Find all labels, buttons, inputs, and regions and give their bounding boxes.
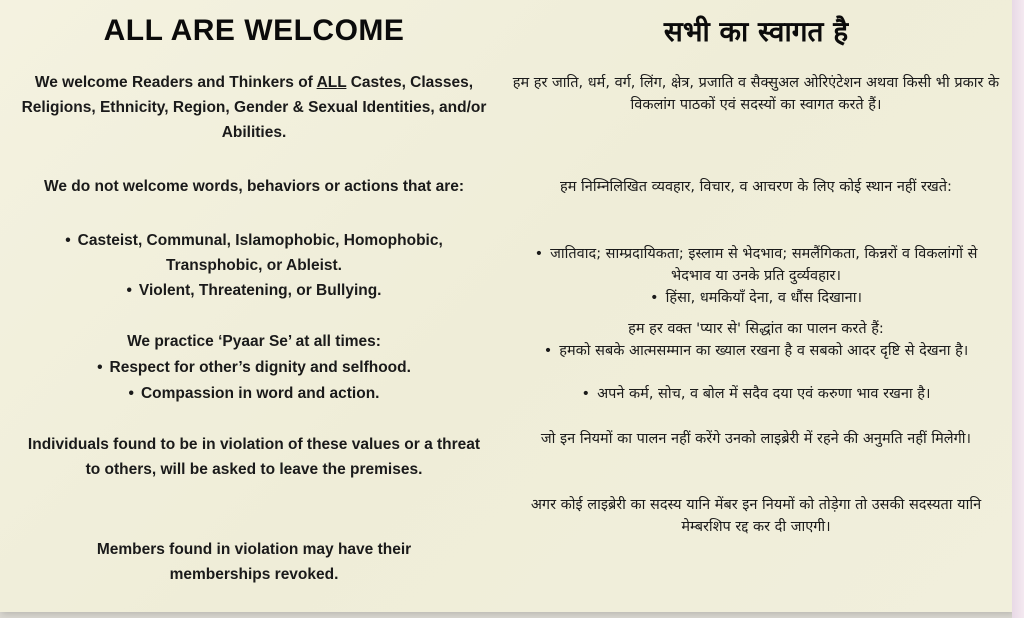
hindi-not-welcome-item: [506, 287, 1006, 309]
english-not-welcome-item: [0, 278, 508, 303]
english-not-welcome-item: [0, 228, 508, 278]
welcome-emphasis: ALL: [316, 74, 347, 91]
hindi-welcome-paragraph: हम हर जाति, धर्म, वर्ग, लिंग, क्षेत्र, प्रजाति व सैक्सुअल ओरिएंटेशन अथवा किसी भी प्रकार के विकलांग पाठकों एवं सदस्यों का स्वागत करते हैं।: [512, 75, 1000, 113]
welcome-text-start: We welcome Readers and Thinkers of: [34, 74, 317, 91]
not-welcome-item-text: • Violent, Threatening, or Bullying.: [126, 282, 381, 299]
not-welcome-item-text: • Casteist, Communal, Islamophobic, Homophobic, Transphobic, or Ableist.: [65, 232, 443, 274]
hindi-practice-item: [506, 340, 1006, 362]
hindi-practice-item-text: • हमको सबके आत्मसम्मान का ख्याल रखना है व सबको आदर दृष्टि से देखना है।: [544, 343, 969, 359]
hindi-not-welcome-item: [506, 243, 1006, 287]
hindi-title: सभी का स्वागत है: [663, 15, 849, 48]
english-practice-item: [0, 355, 508, 380]
english-violation-text: Individuals found to be in violation of these values or a threat to others, will be asked to leave the premises.: [27, 436, 481, 478]
welcome-text-end: Castes, Classes, Religions, Ethnicity, Region, Gender & Sexual Identities, and/or Abilities.: [21, 74, 487, 141]
english-members-text: Members found in violation may have their memberships revoked.: [96, 541, 412, 583]
hindi-members-text: अगर कोई लाइब्रेरी का सदस्य यानि मेंबर इन नियमों को तोड़ेगा तो उसकी सदस्यता यानि मेम्बरशिप रद्द कर दी जाएगी।: [530, 497, 982, 535]
hindi-not-welcome-heading: हम निम्निलिखित व्यवहार, विचार, व आचरण के लिए कोई स्थान नहीं रखते:: [560, 179, 952, 195]
hindi-practice-item-text: • अपने कर्म, सोच, व बोल में सदैव दया एवं करुणा भाव रखना है।: [582, 386, 931, 402]
hindi-not-welcome-item-text: • जातिवाद; साम्प्रदायिकता; इस्लाम से भेदभाव; समलैंगिकता, किन्नरों व विकलांगों से भेदभाव या उनके प्रति दुर्व्यवहार।: [535, 246, 978, 284]
practice-item-text: • Compassion in word and action.: [129, 385, 380, 402]
hindi-practice-item: [506, 383, 1006, 405]
hindi-violation-text: जो इन नियमों का पालन नहीं करेंगे उनको लाइब्रेरी में रहने की अनुमति नहीं मिलेगी।: [540, 431, 972, 447]
hindi-practice-heading: हम हर वक्त 'प्यार से' सिद्धांत का पालन करते हैं:: [628, 321, 884, 337]
english-practice-item: [0, 381, 508, 406]
english-practice-heading: We practice ‘Pyaar Se’ at all times:: [127, 333, 381, 350]
hindi-not-welcome-item-text: • हिंसा, धमकियाँ देना, व धौंस दिखाना।: [650, 290, 862, 306]
english-welcome-paragraph: [0, 70, 508, 145]
english-title: ALL ARE WELCOME: [103, 14, 405, 47]
sign-edge: [1012, 0, 1024, 618]
english-not-welcome-heading: We do not welcome words, behaviors or actions that are:: [43, 178, 465, 195]
practice-item-text: • Respect for other’s dignity and selfhood.: [97, 359, 411, 376]
